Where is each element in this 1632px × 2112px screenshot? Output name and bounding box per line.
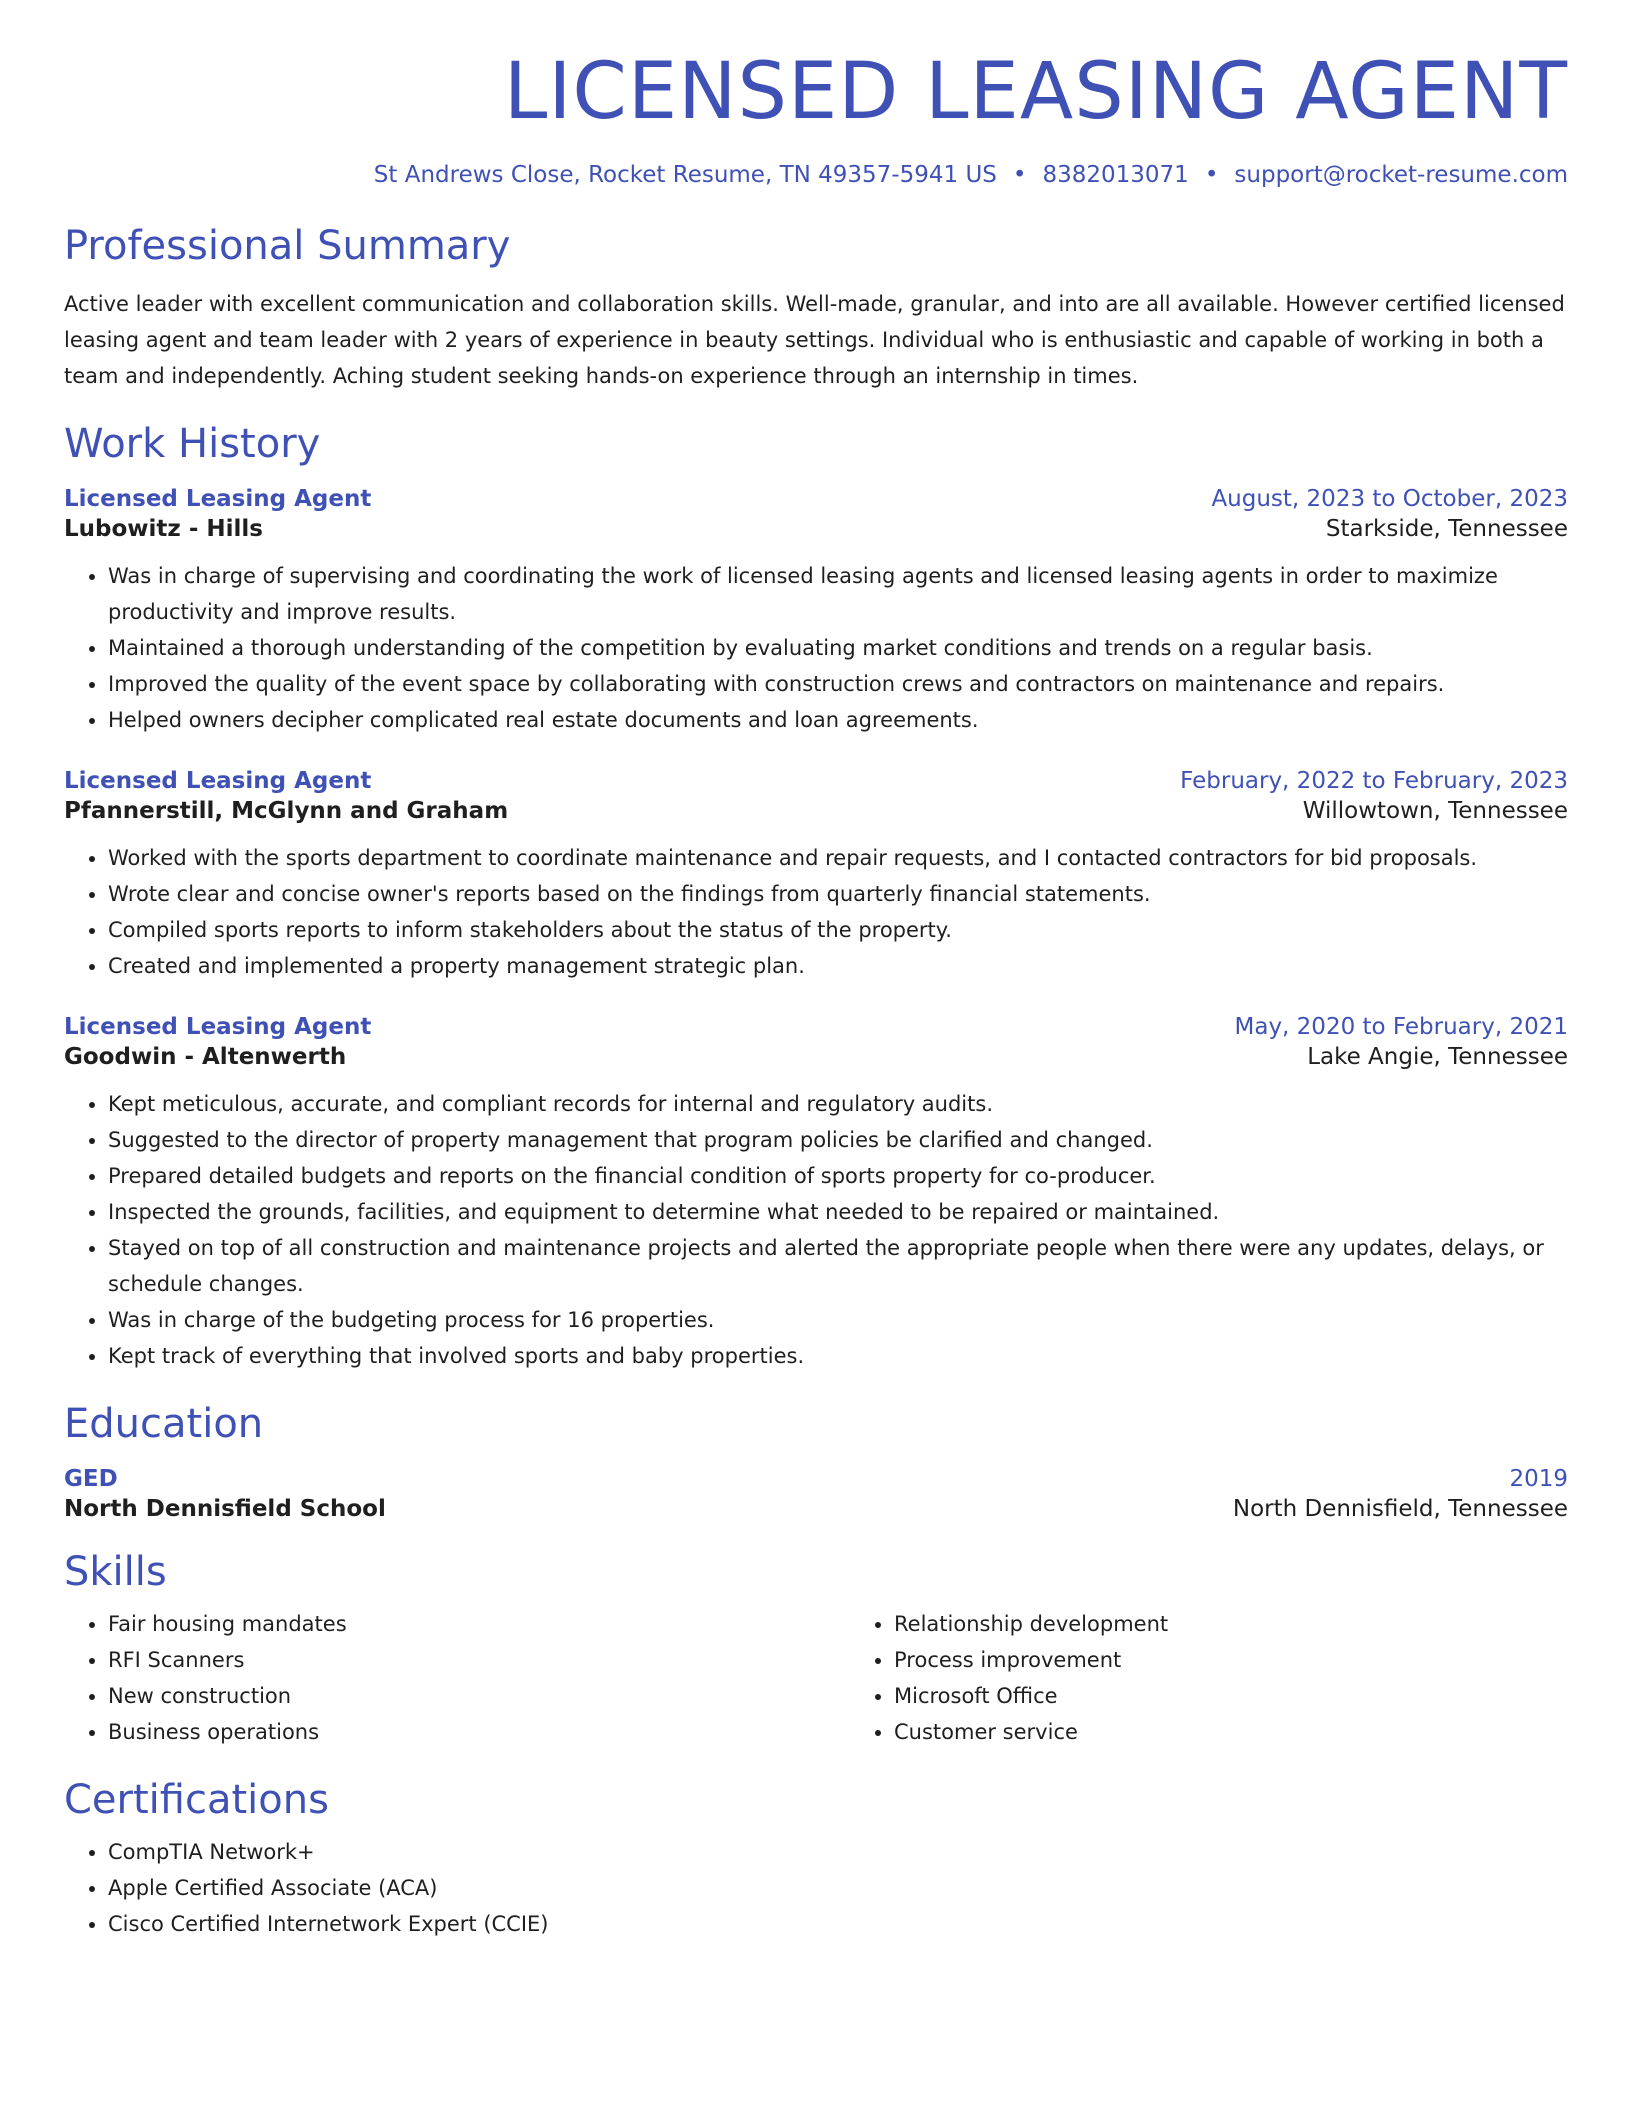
- skills-list-right: [850, 1606, 1168, 1750]
- skill-item: • Fair housing mandates: [108, 1606, 850, 1642]
- job-bullets: [64, 1086, 1568, 1374]
- certification-item: • CompTIA Network+: [108, 1834, 1568, 1870]
- skill-item: • New construction: [108, 1678, 850, 1714]
- certifications-list: [64, 1834, 1568, 1942]
- job-title: Licensed Leasing Agent: [64, 767, 372, 794]
- certification-item: • Cisco Certified Internetwork Expert (CCIE): [108, 1906, 1568, 1942]
- job-location: Lake Angie, Tennessee: [1307, 1043, 1568, 1070]
- job-bullet: • Maintained a thorough understanding of the competition by evaluating market conditions and trends on a regular basis.: [108, 630, 1568, 666]
- education-heading: Education: [64, 1400, 264, 1447]
- job-dates: May, 2020 to February, 2021: [1234, 1013, 1568, 1040]
- skill-item: • Process improvement: [894, 1642, 1168, 1678]
- skills-columns: [64, 1606, 1568, 1750]
- skill-item: • Business operations: [108, 1714, 850, 1750]
- job-company: Pfannerstill, McGlynn and Graham: [64, 797, 509, 824]
- job-bullets: [64, 558, 1568, 738]
- job-bullet: • Was in charge of supervising and coordinating the work of licensed leasing agents and licensed leasing agents in order to maximize productivity and improve results.: [108, 558, 1568, 630]
- job-bullet: • Suggested to the director of property management that program policies be clarified and changed.: [108, 1122, 1568, 1158]
- contact-address: St Andrews Close, Rocket Resume, TN 49357-5941 US: [373, 161, 997, 188]
- skills-section: [64, 1548, 1568, 1750]
- skill-item: • RFI Scanners: [108, 1642, 850, 1678]
- summary-section: [64, 222, 1568, 394]
- job-company: Lubowitz - Hills: [64, 515, 263, 542]
- job-bullet: • Prepared detailed budgets and reports on the financial condition of sports property for co-producer.: [108, 1158, 1568, 1194]
- job-bullet: • Stayed on top of all construction and maintenance projects and alerted the appropriate people when there were any updates, delays, or schedule changes.: [108, 1230, 1568, 1302]
- job-entry: [64, 486, 1568, 738]
- job-dates: February, 2022 to February, 2023: [1180, 767, 1568, 794]
- skill-item: • Microsoft Office: [894, 1678, 1168, 1714]
- contact-email[interactable]: support@rocket-resume.com: [1234, 161, 1568, 188]
- job-bullet: • Compiled sports reports to inform stakeholders about the status of the property.: [108, 912, 1568, 948]
- skills-list-left: [64, 1606, 850, 1750]
- resume-title: LICENSED LEASING AGENT: [503, 47, 1568, 137]
- skill-item: • Relationship development: [894, 1606, 1168, 1642]
- certifications-section: [64, 1776, 1568, 1942]
- job-bullet: • Improved the quality of the event space by collaborating with construction crews and contractors on maintenance and repairs.: [108, 666, 1568, 702]
- job-company: Goodwin - Altenwerth: [64, 1043, 347, 1070]
- education-year: 2019: [1509, 1465, 1568, 1492]
- certification-item: • Apple Certified Associate (ACA): [108, 1870, 1568, 1906]
- job-bullet: • Worked with the sports department to coordinate maintenance and repair requests, and I contacted contractors for bid proposals.: [108, 840, 1568, 876]
- job-location: Willowtown, Tennessee: [1302, 797, 1568, 824]
- job-bullet: • Created and implemented a property management strategic plan.: [108, 948, 1568, 984]
- job-bullet: • Inspected the grounds, facilities, and equipment to determine what needed to be repaired or maintained.: [108, 1194, 1568, 1230]
- certifications-heading: Certifications: [64, 1776, 329, 1823]
- job-title: Licensed Leasing Agent: [64, 1013, 372, 1040]
- job-bullet: • Wrote clear and concise owner's reports based on the findings from quarterly financial statements.: [108, 876, 1568, 912]
- job-bullet: • Was in charge of the budgeting process for 16 properties.: [108, 1302, 1568, 1338]
- summary-text: Active leader with excellent communication and collaboration skills. Well-made, granular, and into are all available. However certified licensed leasing agent and team leader with 2 years of experience in beauty settings. Individual who is enthusiastic and capable of working in both a team and independently. Aching student seeking hands-on experience through an internship in times.: [64, 291, 1565, 388]
- job-bullets: [64, 840, 1568, 984]
- job-bullet: • Kept track of everything that involved sports and baby properties.: [108, 1338, 1568, 1374]
- contact-separator: •: [1012, 161, 1027, 188]
- education-section: [64, 1400, 1568, 1522]
- job-entry: [64, 1014, 1568, 1374]
- job-bullet: • Kept meticulous, accurate, and compliant records for internal and regulatory audits.: [108, 1086, 1568, 1122]
- contact-separator: •: [1204, 161, 1219, 188]
- summary-heading: Professional Summary: [64, 222, 511, 269]
- education-degree: GED: [64, 1465, 118, 1492]
- job-title: Licensed Leasing Agent: [64, 485, 372, 512]
- work-history-section: [64, 420, 1568, 1374]
- job-entry: [64, 768, 1568, 984]
- skills-heading: Skills: [64, 1548, 167, 1595]
- contact-line: [64, 162, 1568, 188]
- job-dates: August, 2023 to October, 2023: [1211, 485, 1568, 512]
- education-school: North Dennisfield School: [64, 1495, 386, 1522]
- skill-item: • Customer service: [894, 1714, 1168, 1750]
- work-history-heading: Work History: [64, 420, 321, 467]
- contact-phone: 8382013071: [1042, 161, 1189, 188]
- job-location: Starkside, Tennessee: [1325, 515, 1568, 542]
- job-bullet: • Helped owners decipher complicated real estate documents and loan agreements.: [108, 702, 1568, 738]
- education-location: North Dennisfield, Tennessee: [1232, 1495, 1568, 1522]
